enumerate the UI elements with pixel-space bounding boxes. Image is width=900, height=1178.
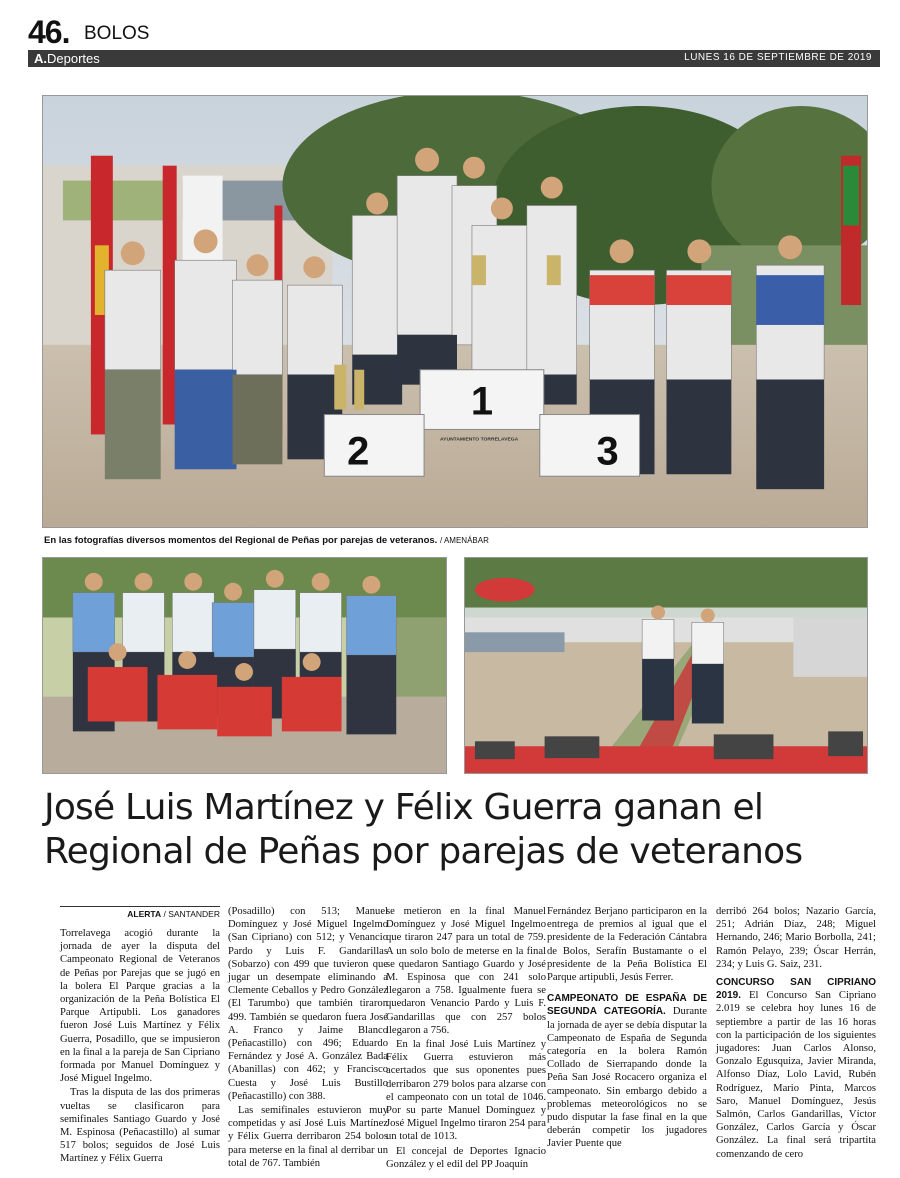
- paragraph: Las semifinales estuvieron muy competidas y así José Luis Martínez y Félix Guerra derribaron 254 bolos para meterse en la final al derribar un total de 767. También: [228, 1105, 388, 1169]
- byline-place: / SANTANDER: [163, 909, 220, 919]
- article-headline: José Luis Martínez y Félix Guerra ganan el Regional de Peñas por parejas de veteranos: [44, 787, 803, 872]
- masthead-bar: [28, 50, 880, 67]
- photo-team-group: [42, 557, 447, 774]
- page-number: 46.: [28, 14, 70, 50]
- photo-podium: [42, 95, 868, 528]
- photo-bolera-play: [464, 557, 868, 774]
- article-column-3: [386, 905, 546, 1172]
- podium-label-2: 2: [347, 429, 370, 474]
- article-column-1: [60, 927, 220, 1167]
- paragraph: [716, 976, 876, 1161]
- subhead-campeonato: CAMPEONATO DE ESPAÑA DE SEGUNDA CATEGORÍA.: [547, 993, 707, 1018]
- bolera-photo-illustration: [465, 558, 867, 773]
- podium-sponsor: AYUNTAMIENTO TORRELAVEGA: [440, 436, 519, 443]
- paragraph: Fernández Berjano participaron en la entrega de premios al igual que el presidente de la Federación Cántabra de Bolos, Serafín Bustamante o el presidente de la Peña Bolística El Parque artipubli, Jesús Ferrer.: [547, 906, 707, 984]
- masthead: [28, 14, 880, 70]
- byline-agency: ALERTA: [127, 909, 162, 919]
- brand: [34, 51, 100, 66]
- paragraph: (Posadillo) con 513; Manuel Domínguez y José Miguel Ingelmo (San Cipriano) con 512; y Venancio Pardo y Luis F. Gandarillas (Sobarzo) con 499 que tuvieron que jugar un desempate eliminando a Clemente Ceballos y Pedro González (El Tarumbo) que también tiraron 499. También se quedaron fuera José A. Franco y Jaime Blanco (Peñacastillo) con 496; Eduardo Fernández y José A. González Bada (Abanillas) con 462; y Francisco Cuesta y José Luis Bustillo (Peñacastillo) con 388.: [228, 906, 388, 1102]
- paragraph-text: Durante la jornada de ayer se debía disputar la Campeonato de España de Segunda categoría en la bolera Ramón Collado de Sierrapando donde la Peña San José Rocacero organiza el campeonato. Sin embargo debido a problemas meteorológicos no se pudo disputar la fase final en la que deberán competir los jugadores Javier Puente que: [547, 1006, 707, 1150]
- brand-letter: A.: [34, 51, 47, 66]
- byline: [60, 906, 220, 919]
- paragraph: [547, 992, 707, 1150]
- paragraph: se metieron en la final Manuel Domínguez y José Miguel Ingelmo que tiraron 247 para un total de 759. A un solo bolo de meterse en la final se quedaron Santiago Guardo y José M. Espinosa que con 241 solo llegaron a 758. Igualmente fuera se quedaron Venancio Pardo y Luis F. Gandarillas que con 257 bolos llegaron a 756.: [386, 906, 546, 1036]
- podium-label-1: 1: [470, 379, 494, 424]
- photo-credit: / AMENÁBAR: [439, 536, 489, 545]
- paragraph: derribó 264 bolos; Nazario García, 251; Adrián Díaz, 248; Miguel Hernando, 246; Mario Borbolla, 241; Ramón Pelayo, 239; Óscar Herrán, 234; y Luis G. Saiz, 231.: [716, 906, 876, 970]
- photo-caption: [44, 535, 864, 546]
- paragraph: Tras la disputa de las dos primeras vueltas se clasificaron para semifinales Santiago Guardo y José M. Espinosa (Peñacastillo) al sumar 517 bolos; seguidos de José Luis Martínez y Félix Guerra: [60, 1087, 220, 1165]
- podium-label-3: 3: [596, 429, 619, 474]
- podium-photo-illustration: [43, 96, 867, 527]
- issue-date: LUNES 16 DE SEPTIEMBRE DE 2019: [684, 52, 872, 63]
- team-photo-illustration: [43, 558, 446, 773]
- paragraph-text: El Concurso San Cipriano 2.019 se celebra hoy lunes 16 de septiembre a partir de las 16 horas con la participación de los siguientes jugadores: Juan Carlos Alonso, Gonzalo Egusquiza, Javier Miranda, Alfonso Díaz, Lolo Lavid, Rubén Rodríguez, Mario Pinta, Marcos Saro, Manuel Domínguez, Jesús Salmón, Carlos Gandarillas, Víctor González, Carlos García y Óscar González. La final será tripartita comenzando de cero: [716, 990, 876, 1160]
- paragraph: El concejal de Deportes Ignacio González y el edil del PP Joaquín: [386, 1145, 546, 1170]
- subhead-concurso: CONCURSO SAN CIPRIANO 2019.: [716, 977, 876, 1002]
- article-column-4: [547, 905, 707, 1152]
- paragraph: Torrelavega acogió durante la jornada de ayer la disputa del Campeonato Regional de Veteranos de Peñas por Parejas que se jugó en la bolera El Parque gracias a la organización de la Peña Bolística El Parque Artipubli. Los ganadores fueron José Luis Martínez y Félix Guerra, Posadillo, que se impusieron en la final a la pareja de San Cipriano formada por Manuel Domínguez y José Miguel Ingelmo.: [60, 928, 220, 1085]
- section-title: BOLOS: [84, 23, 150, 44]
- paragraph: En la final José Luis Martínez y Félix Guerra estuvieron más acertados que sus oponentes pues derribaron 279 bolos para alzarse con el campeonato con un total de 1046. Por su parte Manuel Domínguez y José Miguel Ingelmo tiraron 254 para un total de 1013.: [386, 1039, 546, 1143]
- caption-text: En las fotografías diversos momentos del Regional de Peñas por parejas de veteranos.: [44, 535, 438, 546]
- article-column-5: [716, 905, 876, 1162]
- article-column-2: [228, 905, 388, 1171]
- brand-name: Deportes: [47, 51, 100, 66]
